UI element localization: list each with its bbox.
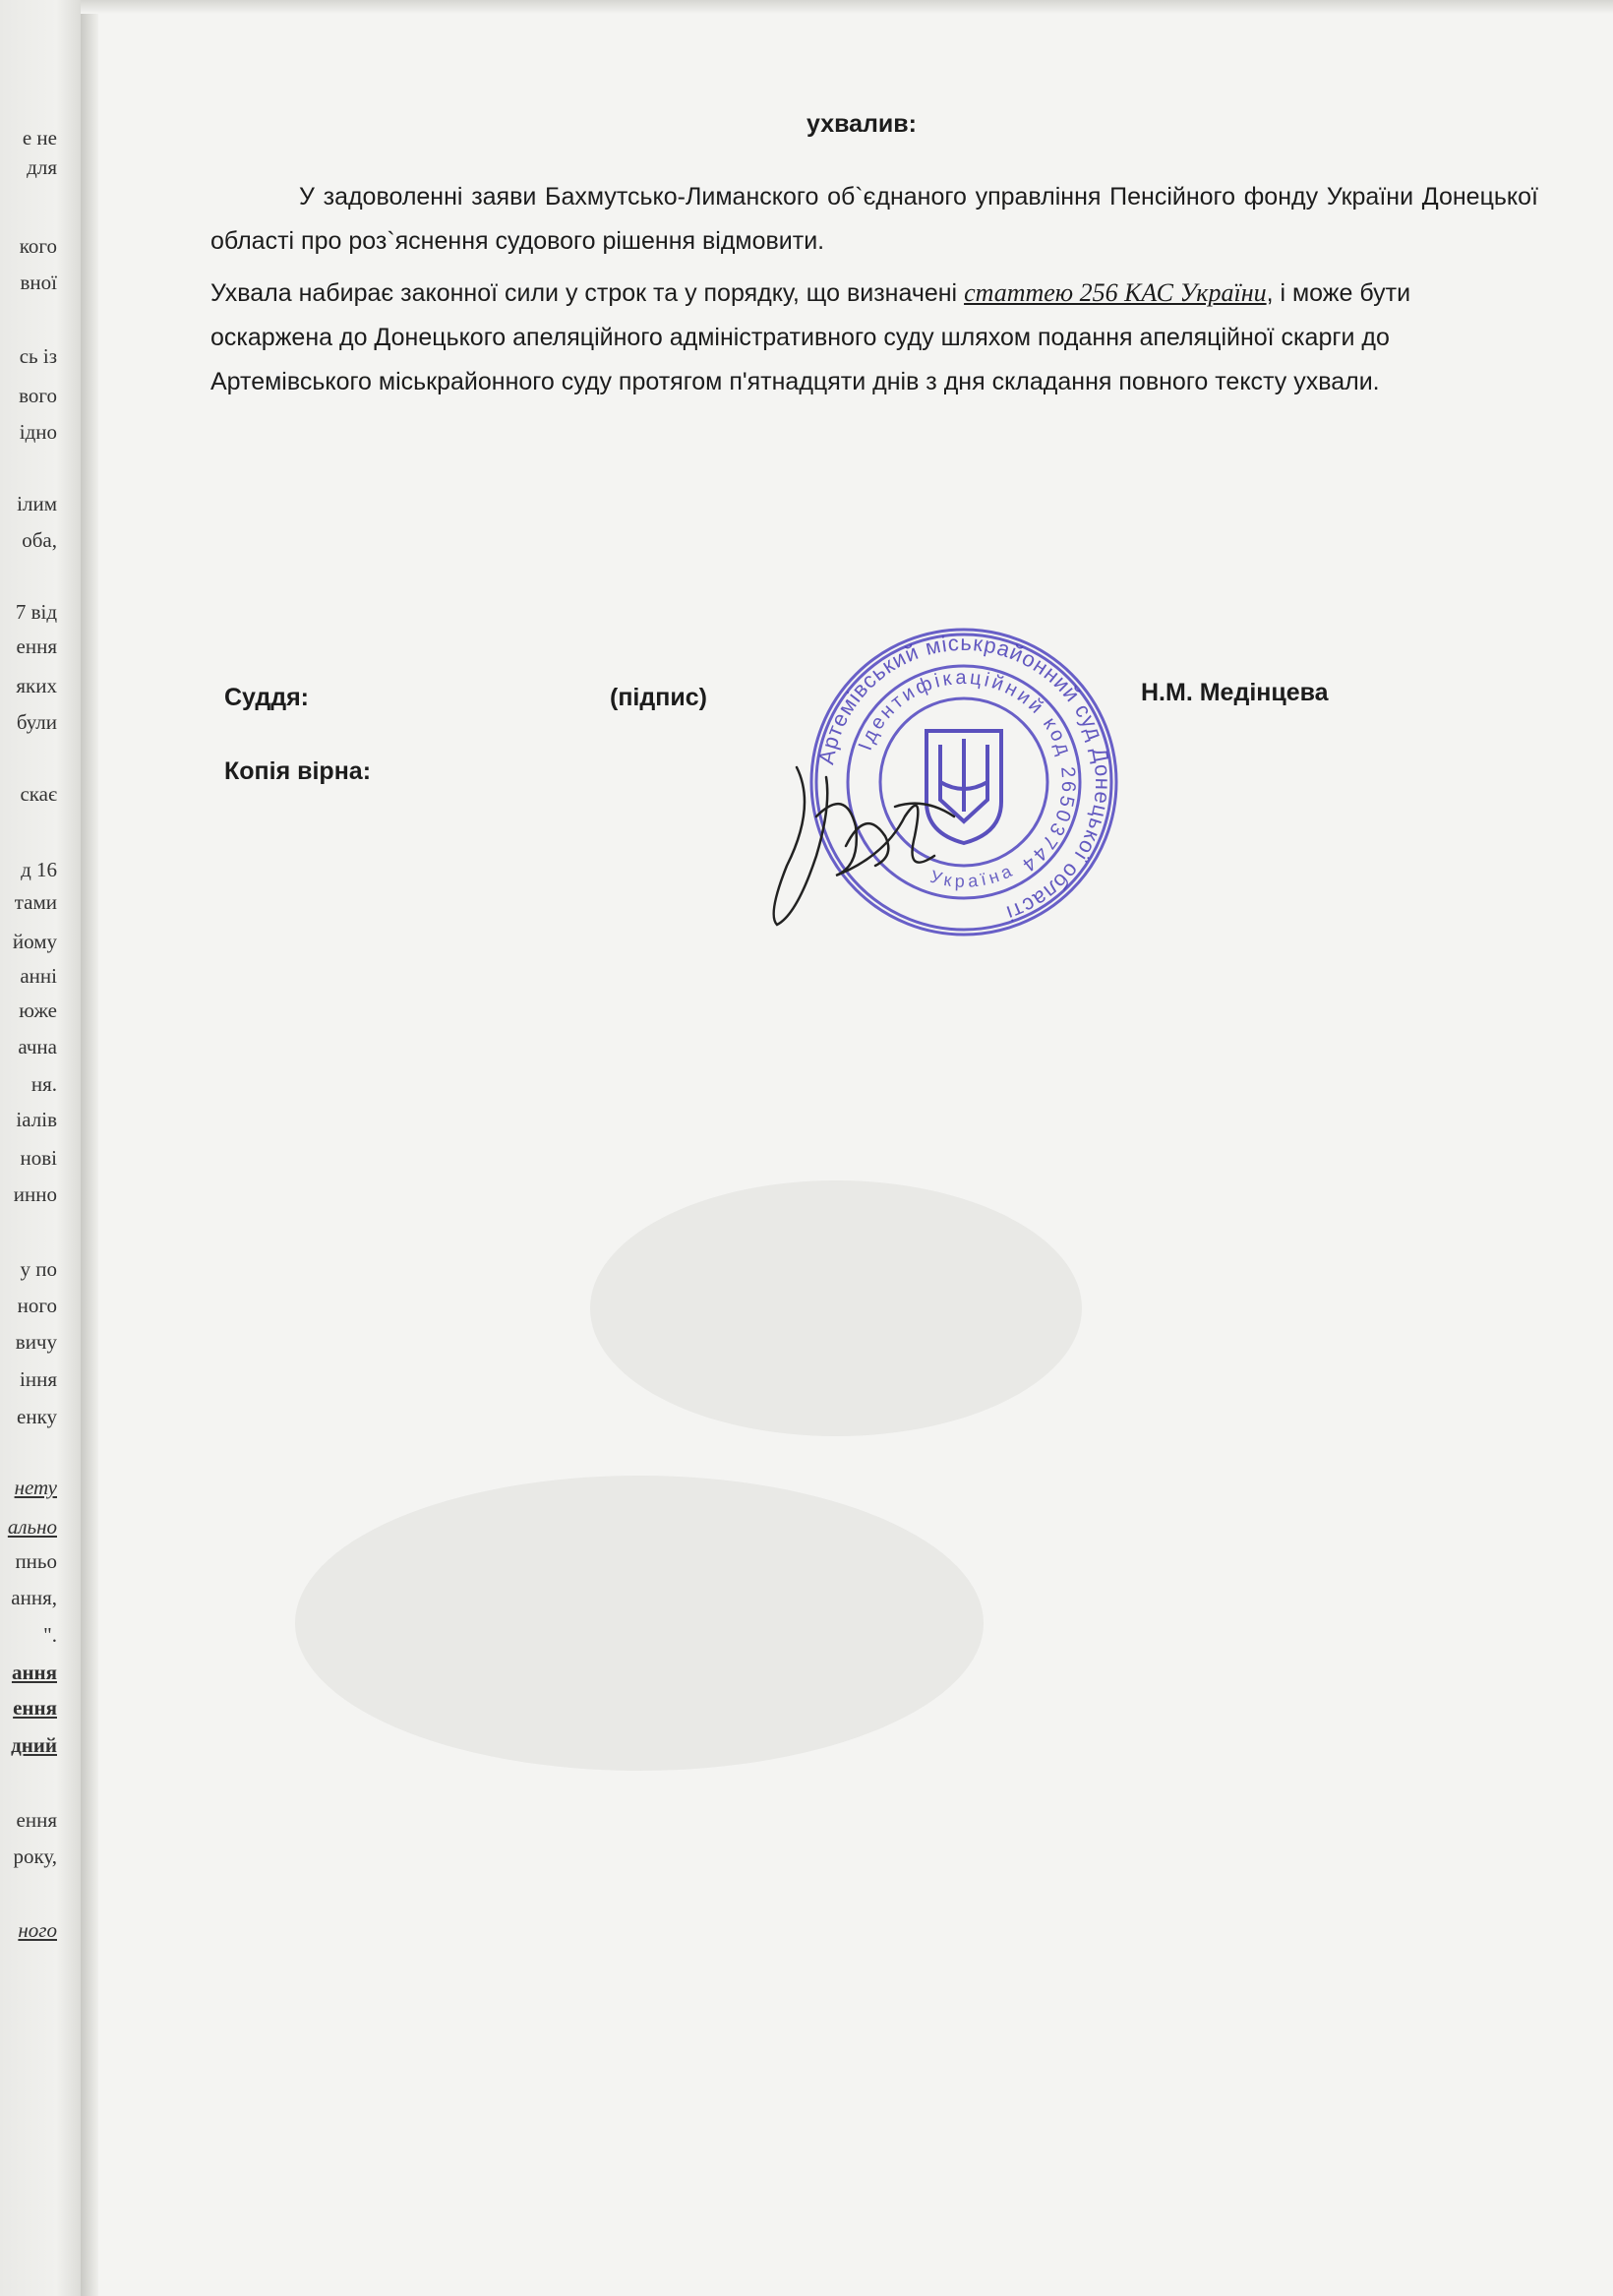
back-page-fragment: тами — [14, 890, 57, 914]
back-page-fragment: пньо — [15, 1549, 57, 1573]
judge-name: Н.М. Медінцева — [1141, 679, 1329, 706]
page-fold-shadow — [81, 0, 98, 2296]
appeal-text-start: Ухвала набирає законної сили у строк та у порядку, що визначені — [210, 279, 965, 307]
back-page-fragment: нету — [14, 1476, 57, 1499]
top-edge-shadow — [81, 0, 1613, 14]
appeal-paragraph — [210, 271, 1519, 404]
back-page-fragment: оба, — [22, 528, 57, 552]
back-page-fragment: е не — [22, 126, 57, 150]
article-link[interactable]: статтею 256 КАС України — [964, 278, 1267, 307]
back-page-fragment: ення — [16, 1808, 57, 1832]
paper-crease — [590, 1180, 1082, 1436]
back-page-fragment: нові — [20, 1146, 57, 1170]
back-page-fragment: ілим — [17, 492, 57, 515]
back-page-fragment: кого — [19, 234, 57, 258]
back-page-fragment: юже — [19, 998, 57, 1022]
decision-paragraph: У задоволенні заяви Бахмутсько-Лиманского об`єднаного управління Пенсійного фонду України Донецької області про роз`яснення судового рішення відмовити. — [210, 183, 1538, 255]
stamp-bottom-text: Україна — [927, 859, 1019, 891]
signature-note: (підпис) — [610, 684, 707, 711]
back-page-fragment: сь із — [19, 344, 57, 368]
back-page-fragment: ного — [18, 1918, 57, 1942]
back-page-fragment: ання — [11, 1661, 57, 1684]
back-page-fragment: ачна — [18, 1035, 57, 1058]
appeal-text-end: , і може бути оскаржена до Донецького апеляційного адміністративного суду шляхом подання апеляційної скарги до Артемівського міськрайонного суду протягом п'ятнадцяти днів з дня складання повного тексту ухвали. — [210, 279, 1411, 395]
back-page-fragment: були — [16, 710, 57, 734]
copy-true-label: Копія вірна: — [224, 757, 372, 785]
back-page-fragment: ально — [7, 1515, 57, 1539]
back-page-fragment: яких — [16, 674, 57, 697]
stamp-outer-text: Артемівський міськрайонний суд Донецької області — [813, 630, 1116, 927]
back-page-fragment: вичу — [15, 1330, 57, 1354]
back-page-fragment: для — [27, 155, 57, 179]
back-page-fragment: ення — [16, 634, 57, 658]
back-page-fragment: дний — [11, 1733, 57, 1757]
back-page-fragment: скає — [20, 782, 57, 806]
stamp-inner-text: Ідентифікаційний код 26503744 — [854, 666, 1080, 877]
back-page-fragment: року, — [13, 1844, 57, 1868]
back-page-fragment: ання, — [11, 1586, 57, 1609]
handwritten-signature — [757, 748, 964, 944]
back-page-strip — [0, 0, 83, 2296]
back-page-fragment: ення — [13, 1696, 57, 1720]
back-page-fragment: ідно — [19, 420, 57, 444]
back-page-fragment: д 16 — [21, 858, 57, 881]
back-page-fragment: анні — [20, 964, 57, 988]
decision-heading: ухвалив: — [806, 110, 917, 138]
back-page-fragment: вної — [20, 271, 57, 294]
back-page-fragment: енку — [17, 1405, 57, 1428]
back-page-fragment: ". — [43, 1623, 57, 1647]
back-page-fragment: ня. — [30, 1072, 57, 1096]
back-page-fragment: вого — [19, 384, 57, 407]
paper-crease — [295, 1476, 984, 1771]
back-page-fragment: инно — [13, 1182, 57, 1206]
back-page-fragment: іалів — [16, 1108, 57, 1131]
back-page-fragment: ного — [17, 1294, 57, 1317]
back-page-fragment: 7 від — [15, 600, 57, 624]
back-page-fragment: у по — [20, 1257, 57, 1281]
back-page-fragment: йому — [12, 930, 57, 953]
back-page-fragment: іння — [20, 1367, 57, 1391]
judge-label: Суддя: — [224, 684, 309, 711]
